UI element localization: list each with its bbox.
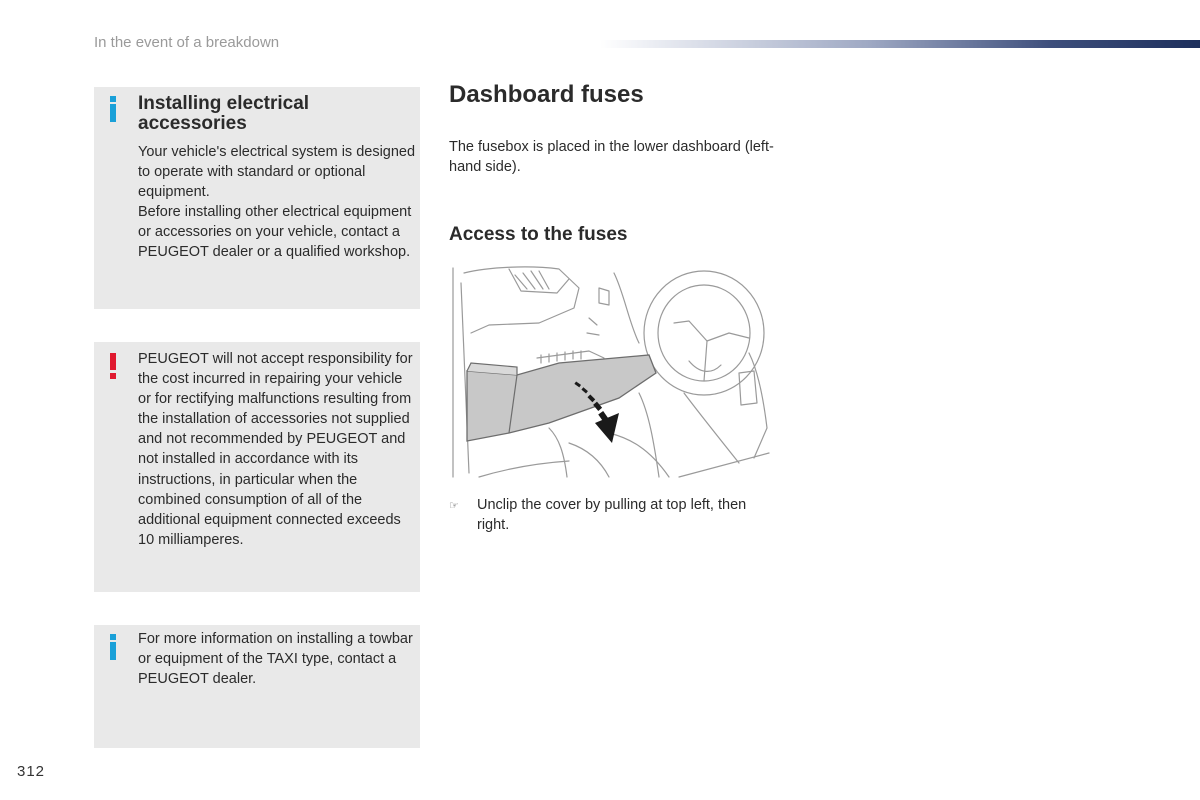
info-panel-electrical-accessories <box>94 87 420 309</box>
panel-paragraph: Before installing other electrical equipment or accessories on your vehicle, contact a PEUGEOT dealer or a qualified workshop. <box>138 204 412 261</box>
info-icon <box>108 634 118 660</box>
page-title: Dashboard fuses <box>449 81 644 108</box>
panel-text <box>138 142 416 263</box>
info-paragraph: For more information on installing a towbar or equipment of the TAXI type, contact a PEUGEOT dealer. <box>138 631 413 688</box>
info-text <box>138 629 416 689</box>
header-gradient-bar <box>600 40 1200 48</box>
section-subtitle: Access to the fuses <box>449 224 628 245</box>
section-header: In the event of a breakdown <box>94 34 280 51</box>
warning-panel-responsibility <box>94 342 420 592</box>
warning-text <box>138 349 416 550</box>
step-text: Unclip the cover by pulling at top left, then right. <box>477 497 747 533</box>
page-number: 312 <box>17 763 46 780</box>
warning-icon <box>108 353 118 379</box>
panel-title: Installing electrical accessories <box>138 93 310 134</box>
dashboard-fusebox-illustration <box>449 263 774 481</box>
step-marker-icon: ☞ <box>449 500 459 512</box>
intro-text: The fusebox is placed in the lower dashboard (left-hand side). <box>449 139 774 175</box>
warning-paragraph: PEUGEOT will not accept responsibility for the cost incurred in repairing your vehicle or for rectifying malfunctions resulting from the installation of accessories not supplied and not recommended by PEUGEOT and not installed in accordance with its instructions, in particular when the combined consumption of all of the additional equipment connected exceeds 10 milliamperes. <box>138 351 413 548</box>
panel-paragraph: Your vehicle's electrical system is designed to operate with standard or optional equipment. <box>138 144 416 201</box>
info-panel-towbar <box>94 625 420 748</box>
info-icon <box>108 96 118 122</box>
